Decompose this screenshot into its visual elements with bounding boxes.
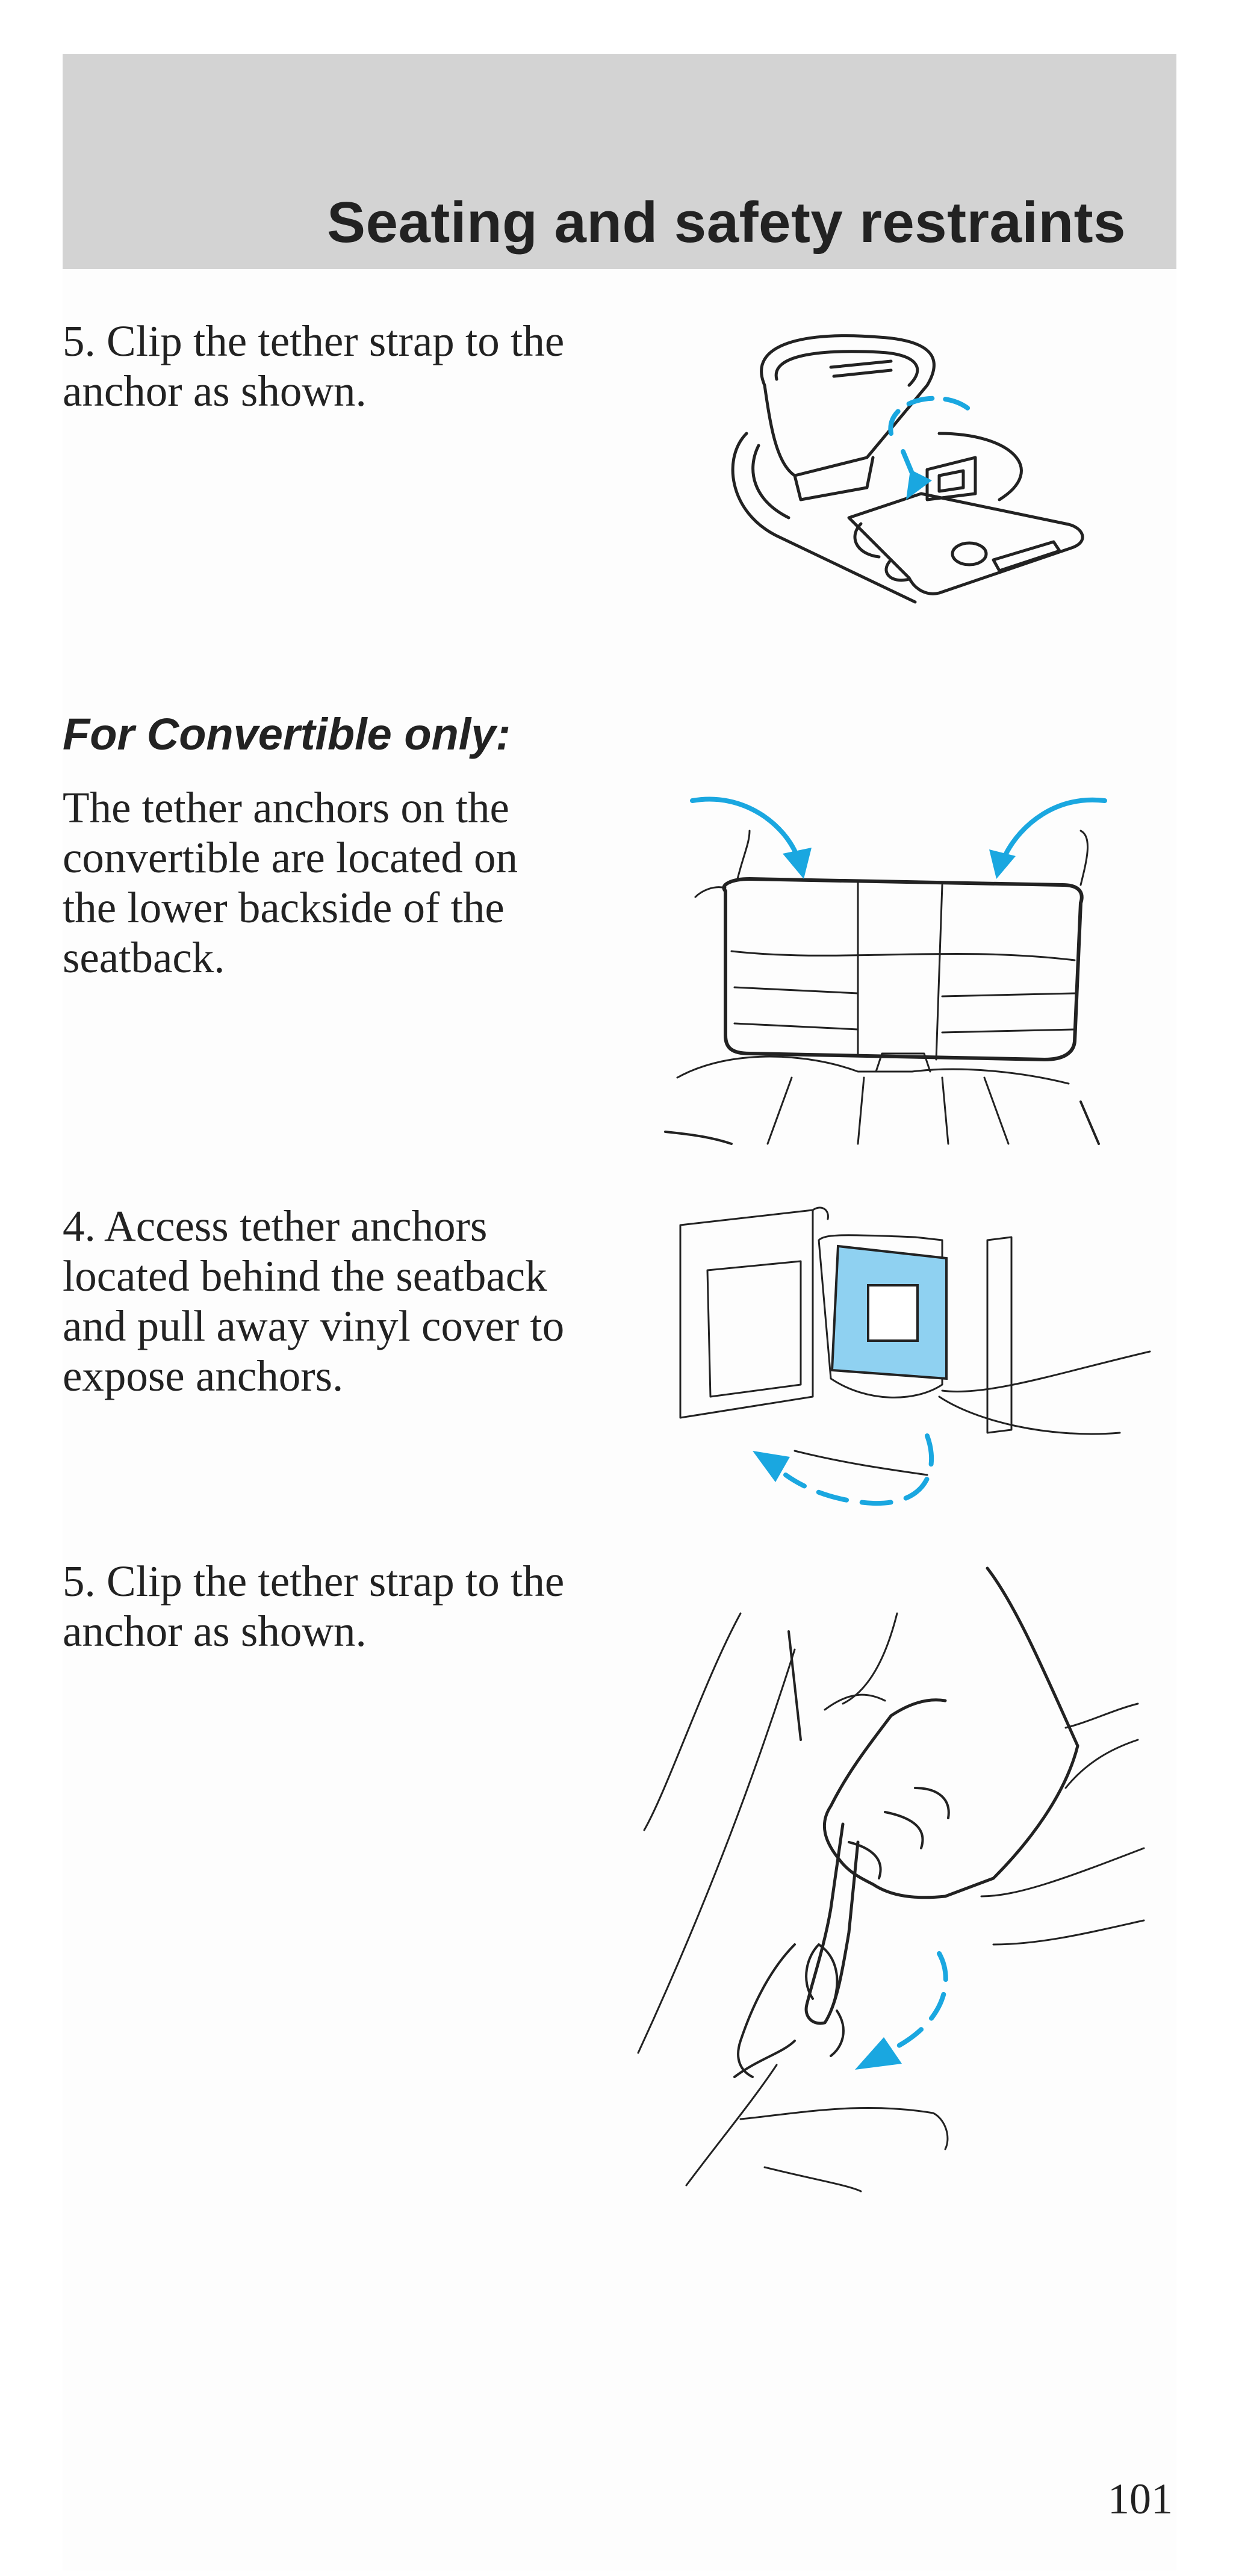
convertible-subheading: For Convertible only: bbox=[63, 709, 511, 759]
vinyl-cover-anchor-illustration bbox=[674, 1204, 1156, 1517]
hand-clipping-tether-illustration bbox=[632, 1559, 1162, 2209]
page-header bbox=[63, 54, 1176, 269]
convertible-anchors-text: The tether anchors on the convertible are located on the lower backside of the seatback. bbox=[63, 783, 518, 982]
step-5-clip-repeat-text: 5. Clip the tether strap to the anchor as shown. bbox=[63, 1557, 565, 1656]
step-5-clip-text: 5. Clip the tether strap to the anchor as shown. bbox=[63, 317, 565, 415]
page-title: Seating and safety restraints bbox=[327, 190, 1126, 255]
page-number: 101 bbox=[1108, 2475, 1173, 2523]
tether-clip-anchor-illustration bbox=[710, 319, 1108, 662]
step-4-access-text: 4. Access tether anchors located behind the seatback and pull away vinyl cover to expose anchors. bbox=[63, 1202, 565, 1400]
convertible-seatback-anchors-illustration bbox=[659, 789, 1117, 1150]
